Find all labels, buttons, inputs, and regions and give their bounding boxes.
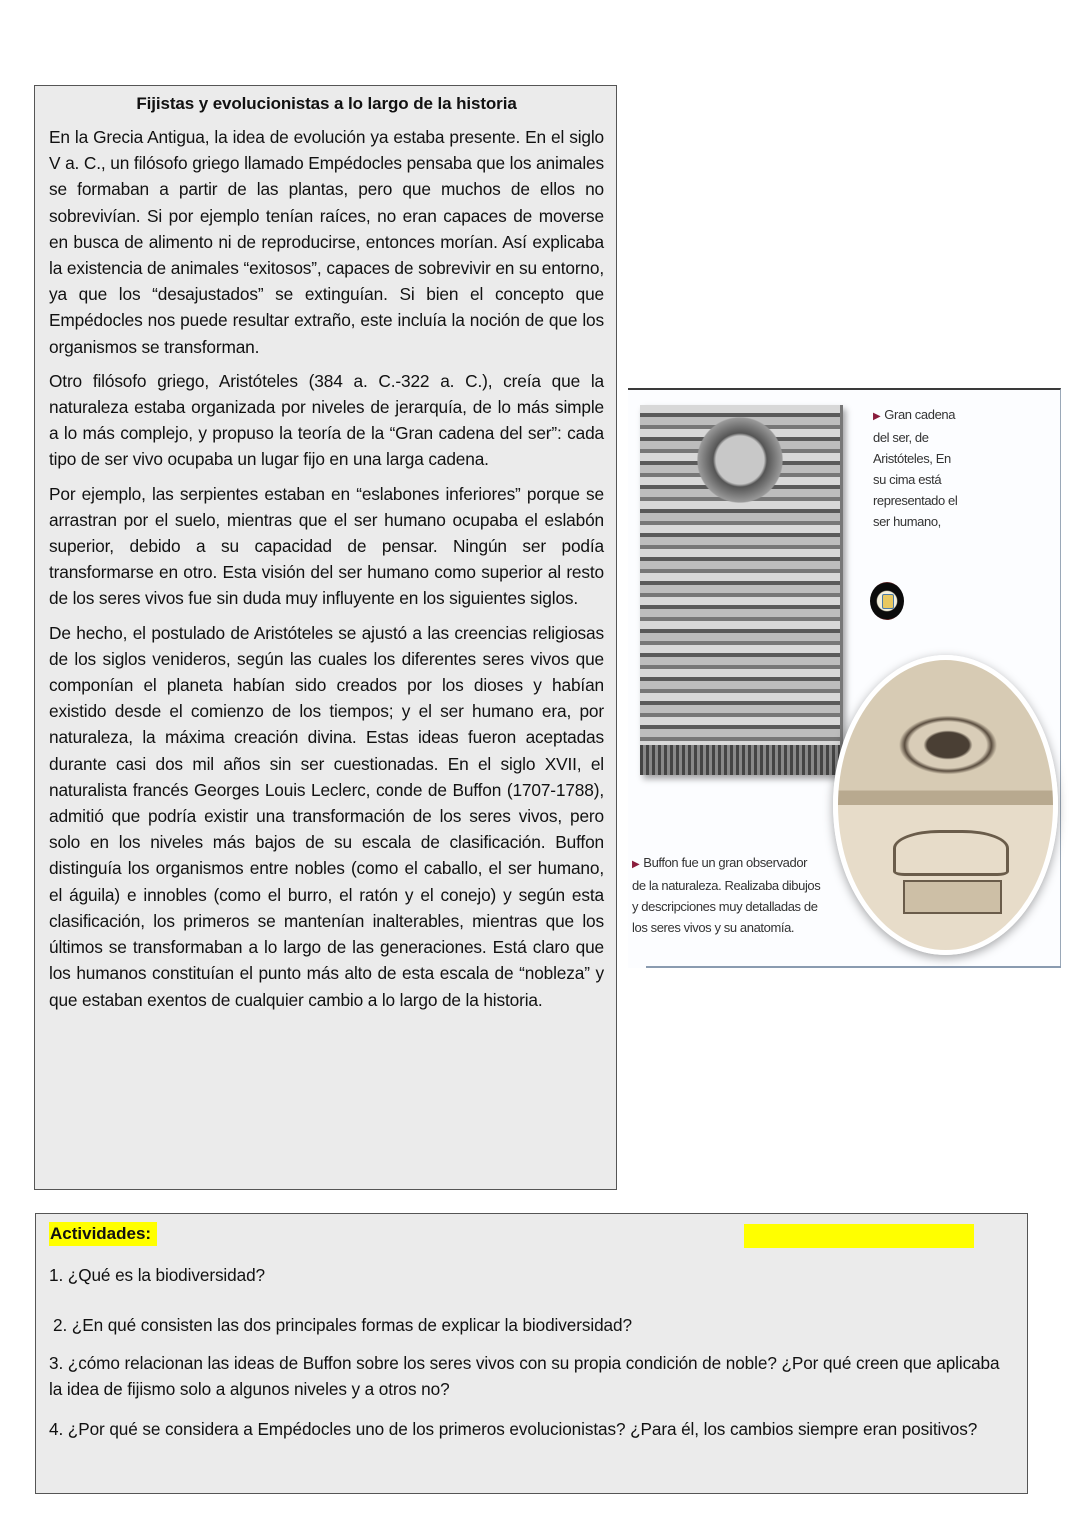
figure-panel <box>628 388 1061 968</box>
activities-title: Actividades: <box>49 1222 157 1246</box>
caption-great-chain-text: Gran cadena del ser, de Aristóteles, En su cima está representado el ser humano, <box>873 407 958 529</box>
article-box <box>34 85 617 1190</box>
question-1: 1. ¿Qué es la biodiversidad? <box>49 1265 265 1285</box>
highlight-bar <box>744 1224 974 1248</box>
skeleton-drawing <box>893 830 1009 876</box>
caption-arrow-icon: ▶ <box>873 411 881 422</box>
paragraph-empedocles: En la Grecia Antigua, la idea de evolución ya estaba presente. En el siglo V a. C., un filósofo griego llamado Empédocles pensaba que los animales se formaban a partir de las plantas, pero que muchos de ellos no sobrevivían. Si por ejemplo tenían raíces, no eran capaces de moverse en busca de alimento ni de reproducirse, entonces morían. Así explicaba la existencia de animales “exitosos”, capaces de sobrevivir en su entorno, ya que los “desajustados” se extinguían. Si bien el concepto que Empédocles nos puede resultar extraño, este incluía la noción de que los organismos se transforman. <box>49 127 604 357</box>
caption-buffon <box>632 852 822 938</box>
caption-arrow-icon: ▶ <box>632 859 640 870</box>
resource-badge-icon[interactable] <box>870 582 904 620</box>
activities-box <box>35 1213 1028 1494</box>
article-title: Fijistas y evolucionistas a lo largo de la historia <box>136 94 517 113</box>
question-2: 2. ¿En qué consisten las dos principales formas de explicar la biodiversidad? <box>53 1315 632 1335</box>
question-4: 4. ¿Por qué se considera a Empédocles uno de los primeros evolucionistas? ¿Para él, los cambios siempre eran positivos? <box>49 1419 978 1439</box>
question-3: 3. ¿cómo relacionan las ideas de Buffon sobre los seres vivos con su propia condición de noble? ¿Por qué creen que aplicaba la idea de fijismo solo a algunos niveles y a otros no? <box>49 1353 1000 1399</box>
great-chain-of-being-engraving <box>640 405 843 775</box>
figure-bottom-border <box>646 966 1061 968</box>
paragraph-ejemplo: Por ejemplo, las serpientes estaban en “eslabones inferiores” porque se arrastran por el suelo, mientras que el ser humano ocupaba el eslabón superior, debido a su capacidad de pensar. Ningún ser podía transformarse en otro. Esta visión del ser humano como superior al resto de los seres vivos fue sin duda muy influyente en los siguientes siglos. <box>49 483 604 609</box>
caption-buffon-text: Buffon fue un gran observador de la naturaleza. Realizaba dibujos y descripciones muy detalladas de los seres vivos y su anatomía. <box>632 855 821 935</box>
skeleton-pedestal <box>903 880 1002 914</box>
buffon-guinea-pig-illustration <box>833 655 1058 955</box>
caption-great-chain <box>873 404 963 532</box>
paragraph-buffon: De hecho, el postulado de Aristóteles se ajustó a las creencias religiosas de los siglos venideros, según las cuales los diferentes seres vivos que componían el planeta habían sido creados por los dioses y habían existido desde el comienzo de los tiempos; y el ser humano era, por naturaleza, la máxima creación divina. Estas ideas fueron aceptadas durante casi dos mil años sin ser cuestionadas. En el siglo XVII, el naturalista francés Georges Louis Leclerc, conde de Buffon (1707-1788), admitió que podría existir una transformación de los seres vivos, pero solo en los niveles más bajos de su escala de clasificación. Buffon distinguía los organismos entre nobles (como el caballo, el ser humano, el águila) e innobles (como el burro, el ratón y el conejo) y según esta clasificación, los primeros se mantenían inalterables, mientras que los últimos se transformaban a lo largo de las generaciones. Está claro que los humanos constituían el punto más alto de esta escala de “nobleza” y que estaban exentos de cualquier cambio a lo largo de la historia. <box>49 622 604 1010</box>
paragraph-aristoteles: Otro filósofo griego, Aristóteles (384 a. C.-322 a. C.), creía que la naturaleza estaba organizada por niveles de jerarquía, de lo más simple a lo más complejo, y propuso la teoría de la “Gran cadena del ser”: cada tipo de ser vivo ocupaba un lugar fijo en una larga cadena. <box>49 370 604 470</box>
